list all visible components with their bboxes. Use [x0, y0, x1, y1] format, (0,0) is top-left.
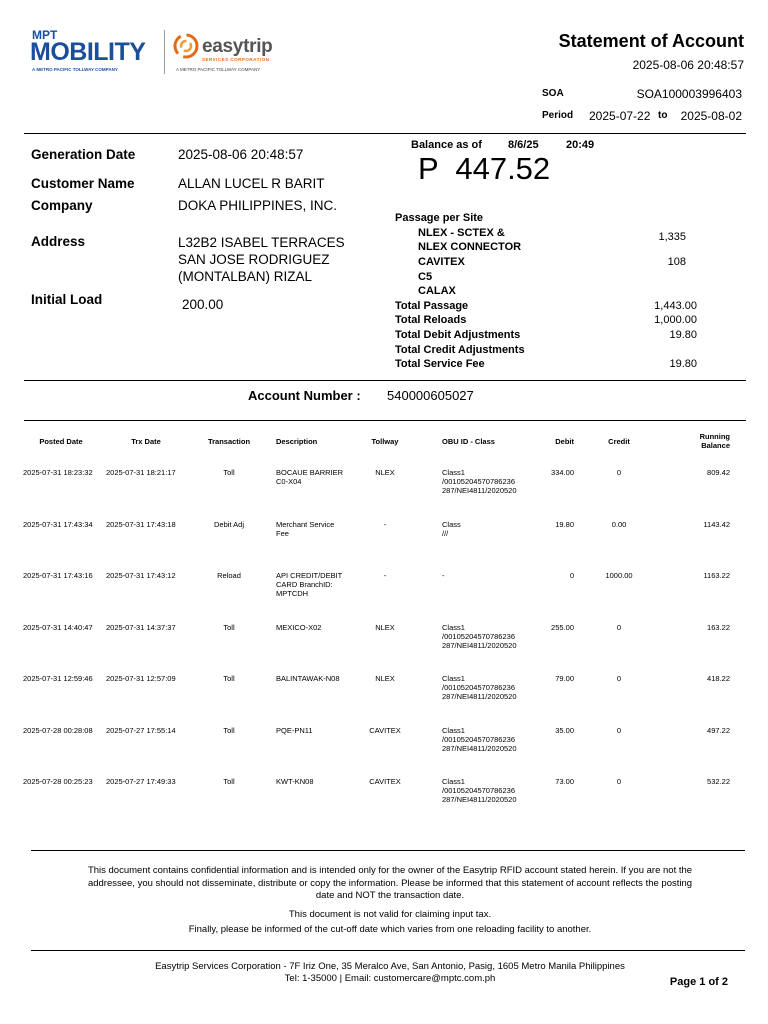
col-credit: Credit	[608, 436, 630, 446]
cell-description-line: PQE-PN11	[276, 725, 313, 735]
cell-tollway: NLEX	[375, 622, 395, 632]
cell-obu-line: 287/NEI4811/2020520	[442, 692, 517, 701]
generation-date-value: 2025-08-06 20:48:57	[178, 147, 304, 162]
total-passage-label: Total Passage	[395, 300, 469, 312]
cell-obu-line: /00105204570786236	[442, 786, 515, 795]
cell-transaction: Toll	[223, 622, 235, 632]
cell-obu-line: 287/NEI4811/2020520	[442, 640, 517, 650]
cell-obu-line: Class1	[442, 725, 465, 735]
cell-debit: 0	[569, 571, 574, 580]
cell-obu-line: /00105204570786236	[442, 683, 515, 692]
cell-running: 163.22	[707, 622, 730, 632]
address-label: Address	[31, 234, 86, 249]
cell-tollway: CAVITEX	[369, 777, 401, 786]
table-bottom-divider	[31, 850, 745, 851]
cell-description-line: Merchant Service	[276, 519, 335, 529]
cell-posted: 2025-07-31 18:23:32	[23, 468, 93, 477]
cell-debit: 334.00	[551, 468, 574, 477]
account-divider	[24, 420, 746, 421]
cell-description-line: CARD BranchID:	[276, 580, 333, 589]
col-description: Description	[276, 436, 318, 446]
cell-description-line: C0-X04	[276, 477, 302, 486]
cell-obu	[418, 571, 518, 623]
summary-divider	[24, 380, 746, 381]
cell-description	[270, 623, 352, 675]
cell-description-line: BOCAUE BARRIER	[276, 468, 344, 477]
cell-debit: 35.00	[555, 725, 574, 735]
cell-obu	[418, 520, 518, 572]
cell-description	[270, 571, 352, 623]
cell-debit: 73.00	[555, 777, 574, 786]
site-nlex-line-2: NLEX CONNECTOR	[418, 241, 522, 253]
col-debit: Debit	[555, 436, 574, 446]
easytrip-logo-text: easytrip	[202, 36, 273, 57]
table-header-row	[18, 424, 738, 458]
cell-posted: 2025-07-31 17:43:34	[23, 519, 93, 529]
table-row	[18, 458, 738, 520]
total-reloads-label: Total Reloads	[395, 314, 467, 326]
soa-number: SOA100003996403	[636, 87, 742, 101]
cell-credit: 1000.00	[605, 571, 633, 580]
cell-trx: 2025-07-27 17:55:14	[106, 725, 176, 735]
col-obu-class: OBU ID - Class	[442, 436, 495, 446]
table-row	[18, 571, 738, 623]
cell-credit: 0	[616, 777, 622, 786]
cell-obu-line: 287/NEI4811/2020520	[442, 743, 517, 753]
soa-label: SOA	[542, 88, 564, 99]
total-debit-adjustments-label: Total Debit Adjustments	[395, 329, 521, 341]
cell-obu-line: 287/NEI4811/2020520	[442, 795, 517, 804]
cell-running: 1143.42	[703, 519, 730, 529]
col-running-label-2: Balance	[701, 441, 730, 450]
site-nlex-value: 1,335	[658, 231, 686, 243]
company-label: Company	[31, 198, 93, 213]
cell-description	[270, 674, 352, 726]
balance-label: Balance as of	[411, 139, 482, 151]
cell-obu	[418, 623, 518, 675]
cell-obu	[418, 777, 518, 829]
mpt-logo-text: MPT	[32, 28, 58, 42]
customer-name-label: Customer Name	[31, 176, 135, 191]
period-start: 2025-07-22	[589, 109, 651, 123]
table-row	[18, 726, 738, 778]
cell-running: 532.22	[707, 777, 730, 786]
cell-description-line: Fee	[276, 528, 289, 538]
cell-credit: 0	[616, 674, 622, 683]
col-running-label-1: Running	[699, 432, 730, 441]
site-cavitex-label: CAVITEX	[418, 256, 465, 268]
total-passage-value: 1,443.00	[654, 300, 697, 312]
cell-obu-line: -	[442, 571, 445, 580]
cell-posted: 2025-07-31 12:59:46	[23, 674, 93, 683]
cell-running: 809.42	[707, 468, 730, 477]
transactions-table	[18, 424, 738, 829]
initial-load-value: 200.00	[182, 297, 224, 312]
company-value: DOKA PHILIPPINES, INC.	[178, 198, 338, 213]
logo-divider	[164, 30, 165, 74]
cell-trx: 2025-07-31 18:21:17	[106, 468, 176, 477]
cell-obu	[418, 458, 518, 520]
table-row	[18, 520, 738, 572]
footer-divider	[31, 950, 745, 951]
total-reloads-value: 1,000.00	[654, 314, 697, 326]
site-nlex-line-1: NLEX - SCTEX &	[418, 227, 505, 239]
cell-transaction: Toll	[223, 674, 235, 683]
easytrip-logo-sub: SERVICES CORPORATION	[202, 57, 270, 62]
period-end: 2025-08-02	[680, 109, 742, 123]
cell-trx: 2025-07-31 12:57:09	[106, 674, 176, 683]
cell-tollway: -	[383, 519, 387, 529]
cell-description-line: API CREDIT/DEBIT	[276, 571, 343, 580]
cell-trx: 2025-07-31 14:37:37	[106, 622, 176, 632]
cell-description-line: MPTCDH	[276, 589, 309, 598]
cell-trx: 2025-07-31 17:43:18	[106, 519, 176, 529]
input-tax-note: This document is not valid for claiming input tax.	[288, 909, 492, 920]
cell-posted: 2025-07-31 14:40:47	[23, 622, 93, 632]
cell-debit: 19.80	[555, 519, 574, 529]
total-debit-adjustments-value: 19.80	[669, 329, 697, 341]
site-cavitex-value: 108	[667, 256, 686, 268]
account-number-value: 540000605027	[387, 388, 474, 403]
cell-obu-line: 287/NEI4811/2020520	[442, 486, 517, 495]
easytrip-logo	[172, 28, 292, 76]
cell-obu-line: /00105204570786236	[442, 477, 515, 486]
cell-obu	[418, 726, 518, 778]
cell-debit: 255.00	[551, 622, 574, 632]
easytrip-logo-tagline: A METRO PACIFIC TOLLWAY COMPANY	[176, 67, 261, 72]
cell-obu-line: Class1	[442, 622, 465, 632]
table-row	[18, 777, 738, 829]
cell-description	[270, 726, 352, 778]
cell-debit: 79.00	[555, 674, 574, 683]
cell-transaction: Toll	[223, 725, 235, 735]
cell-obu-line: ///	[442, 528, 449, 538]
cell-credit: 0	[616, 622, 622, 632]
cell-credit: 0	[616, 725, 622, 735]
address-line-1: L32B2 ISABEL TERRACES	[178, 235, 345, 250]
table-row	[18, 674, 738, 726]
col-tollway: Tollway	[371, 436, 399, 446]
cell-running: 1163.22	[703, 571, 730, 580]
cell-tollway: -	[383, 571, 387, 580]
col-running-balance	[650, 424, 738, 458]
cell-obu-line: Class	[442, 519, 461, 529]
balance-time: 20:49	[566, 139, 595, 151]
total-credit-adjustments-label: Total Credit Adjustments	[395, 344, 525, 356]
total-service-fee-value: 19.80	[669, 358, 697, 370]
address-line-2: SAN JOSE RODRIGUEZ	[178, 252, 330, 267]
cell-running: 418.22	[707, 674, 730, 683]
balance-date: 8/6/25	[508, 139, 539, 151]
col-transaction: Transaction	[207, 436, 251, 446]
cell-description	[270, 520, 352, 572]
total-service-fee-label: Total Service Fee	[395, 358, 485, 370]
cell-obu-line: /00105204570786236	[442, 631, 515, 641]
generation-date-label: Generation Date	[31, 147, 136, 162]
table-row	[18, 623, 738, 675]
header-divider	[24, 133, 746, 134]
document-title: Statement of Account	[558, 31, 744, 51]
cell-description-line: MEXICO-X02	[276, 622, 322, 632]
cell-description	[270, 777, 352, 829]
site-c5-label: C5	[418, 271, 433, 283]
cell-description-line: KWT-KN08	[276, 777, 314, 786]
balance-amount: P 447.52	[418, 151, 551, 186]
customer-name-value: ALLAN LUCEL R BARIT	[178, 176, 325, 191]
cell-obu-line: Class1	[442, 777, 465, 786]
company-contact: Tel: 1-35000 | Email: customercare@mptc.com.ph	[284, 973, 496, 984]
page-number: Page 1 of 2	[669, 976, 728, 988]
cell-description	[270, 458, 352, 520]
easytrip-swirl-icon	[172, 32, 200, 60]
mobility-logo-text: MOBILITY	[30, 38, 146, 66]
cutoff-note: Finally, please be informed of the cut-off date which varies from one reloading facility to another.	[188, 924, 592, 935]
company-address: Easytrip Services Corporation - 7F Iriz One, 35 Meralco Ave, San Antonio, Pasig, 1605 Metro Manila Philippines	[155, 961, 625, 972]
site-calax-label: CALAX	[418, 285, 456, 297]
cell-credit: 0	[616, 468, 622, 477]
col-posted-date: Posted Date	[39, 436, 83, 446]
cell-credit: 0.00	[611, 519, 627, 529]
cell-transaction: Reload	[217, 571, 241, 580]
mpt-mobility-logo	[30, 26, 156, 74]
account-number-label: Account Number :	[248, 388, 361, 403]
confidentiality-disclaimer: This document contains confidential information and is intended only for the owner of the Easytrip RFID account stated herein. If you are not the addressee, you should not disseminate, distribute or copy the information. Please be informed that this statement of account reflects the posting date and NOT the transaction date.	[87, 865, 693, 901]
address-line-3: (MONTALBAN) RIZAL	[178, 269, 313, 284]
cell-transaction: Toll	[223, 468, 235, 477]
period-label: Period	[542, 110, 574, 121]
header-generated-datetime: 2025-08-06 20:48:57	[632, 58, 744, 72]
cell-description-line: BALINTAWAK-N08	[276, 674, 340, 683]
cell-transaction: Debit Adj	[213, 519, 245, 529]
transactions-body	[18, 458, 738, 829]
cell-posted: 2025-07-31 17:43:16	[23, 571, 93, 580]
cell-running: 497.22	[707, 725, 730, 735]
cell-obu-line: Class1	[442, 468, 465, 477]
period-to-label: to	[658, 110, 668, 121]
cell-trx: 2025-07-31 17:43:12	[106, 571, 176, 580]
cell-transaction: Toll	[223, 777, 235, 786]
cell-tollway: NLEX	[375, 674, 395, 683]
cell-tollway: NLEX	[375, 468, 395, 477]
col-trx-date: Trx Date	[131, 436, 161, 446]
cell-obu	[418, 674, 518, 726]
passage-per-site-label: Passage per Site	[395, 212, 484, 224]
mpt-logo-tagline: A METRO PACIFIC TOLLWAY COMPANY	[32, 67, 118, 72]
cell-trx: 2025-07-27 17:49:33	[106, 777, 176, 786]
initial-load-label: Initial Load	[31, 292, 103, 307]
cell-tollway: CAVITEX	[369, 725, 401, 735]
cell-posted: 2025-07-28 00:28:08	[23, 725, 93, 735]
cell-obu-line: /00105204570786236	[442, 734, 515, 744]
cell-posted: 2025-07-28 00:25:23	[23, 777, 93, 786]
cell-obu-line: Class1	[442, 674, 465, 683]
